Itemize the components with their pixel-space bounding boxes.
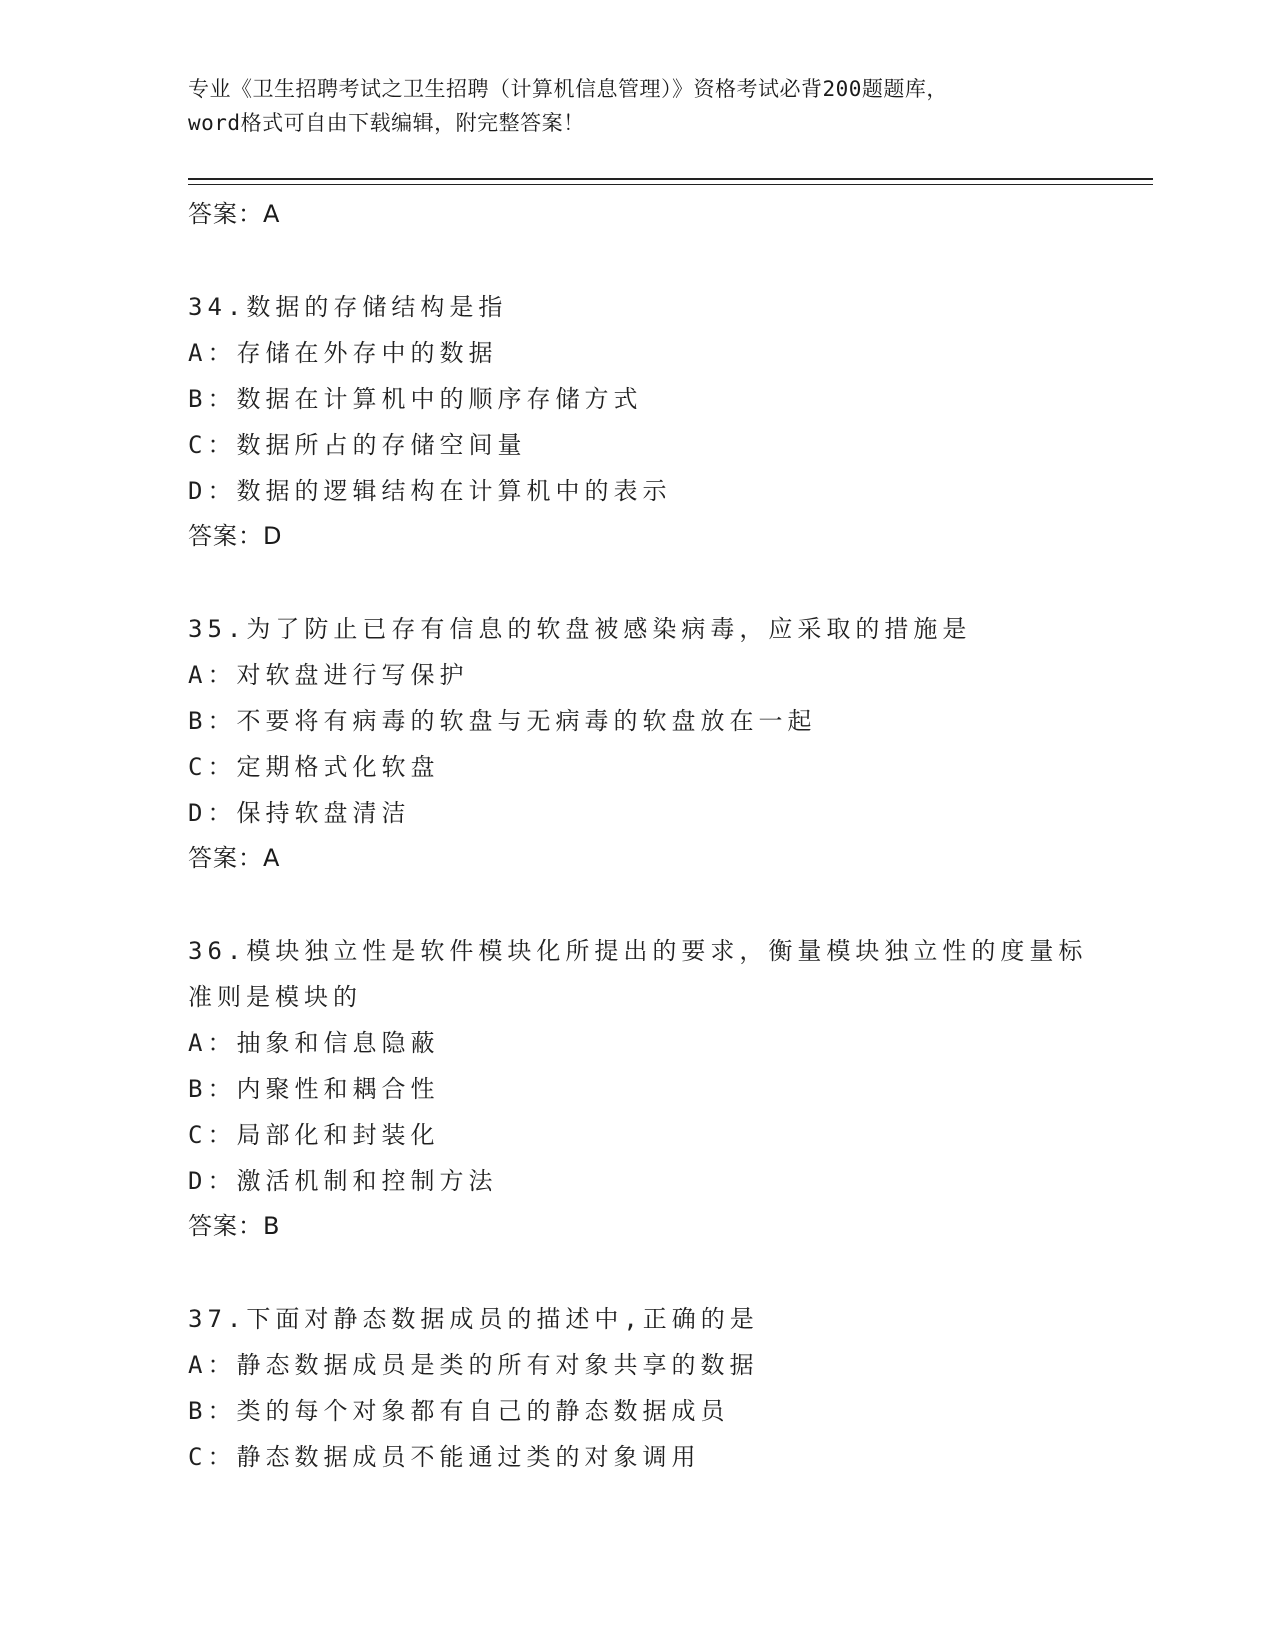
answer-line: 答案：D: [188, 522, 283, 550]
question-36: [188, 928, 1088, 1248]
option-c: C：局部化和封装化: [188, 1121, 440, 1149]
question-list: [188, 192, 1088, 1480]
option-a: A：静态数据成员是类的所有对象共享的数据: [188, 1351, 759, 1379]
question-37: [188, 1296, 1088, 1480]
spacer: [188, 558, 1088, 606]
option-c: C：数据所占的存储空间量: [188, 431, 527, 459]
question-stem: 36.模块独立性是软件模块化所提出的要求，衡量模块独立性的度量标: [188, 937, 1088, 965]
question-stem: 35.为了防止已存有信息的软盘被感染病毒，应采取的措施是: [188, 615, 972, 643]
option-a: A：抽象和信息隐蔽: [188, 1029, 440, 1057]
header-divider-thick: [188, 178, 1153, 180]
question-stem-continued: 准则是模块的: [188, 983, 362, 1011]
option-a: A：对软盘进行写保护: [188, 661, 469, 689]
question-35: [188, 606, 1088, 880]
option-d: D：激活机制和控制方法: [188, 1167, 498, 1195]
spacer: [188, 880, 1088, 928]
question-stem: 37.下面对静态数据成员的描述中,正确的是: [188, 1305, 759, 1333]
answer-line: 答案：A: [188, 200, 281, 228]
answer-line: 答案：B: [188, 1212, 281, 1240]
header-line-2: word格式可自由下载编辑，附完整答案！: [188, 111, 585, 135]
question-34: [188, 284, 1088, 558]
option-c: C：定期格式化软盘: [188, 753, 440, 781]
option-c: C：静态数据成员不能通过类的对象调用: [188, 1443, 701, 1471]
option-b: B：不要将有病毒的软盘与无病毒的软盘放在一起: [188, 707, 817, 735]
option-b: B：类的每个对象都有自己的静态数据成员: [188, 1397, 730, 1425]
option-d: D：数据的逻辑结构在计算机中的表示: [188, 477, 672, 505]
header-line-1: 专业《卫生招聘考试之卫生招聘（计算机信息管理）》资格考试必背200题题库，: [188, 77, 948, 101]
spacer: [188, 236, 1088, 284]
header-divider-thin: [188, 184, 1153, 185]
option-b: B：内聚性和耦合性: [188, 1075, 440, 1103]
answer-line: 答案：A: [188, 844, 281, 872]
option-a: A：存储在外存中的数据: [188, 339, 498, 367]
option-d: D：保持软盘清洁: [188, 799, 411, 827]
option-b: B：数据在计算机中的顺序存储方式: [188, 385, 643, 413]
spacer: [188, 1248, 1088, 1296]
question-stem: 34.数据的存储结构是指: [188, 293, 508, 321]
document-header: [188, 72, 1088, 140]
